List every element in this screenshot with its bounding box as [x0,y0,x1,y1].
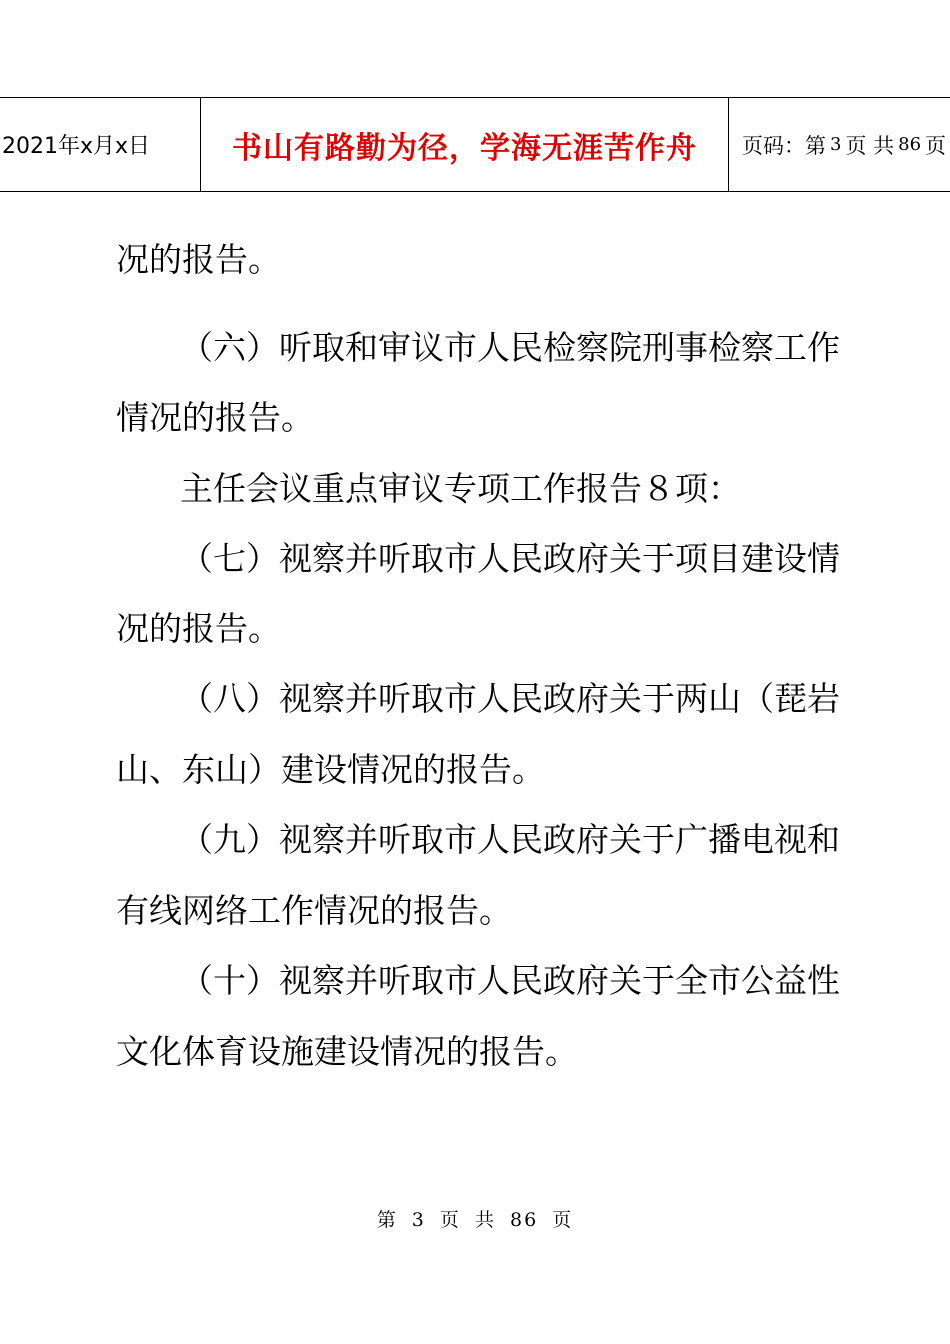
body-line: 文化体育设施建设情况的报告。 [116,1032,578,1071]
footer-suffix: 页 [552,1209,574,1231]
footer-prefix: 第 [376,1209,398,1231]
header-page-label-mid: 页 共 [845,133,895,158]
header-motto: 书山有路勤为径，学海无涯苦作舟 [201,98,729,191]
body-line: （六）听取和审议市人民检察院刑事检察工作 [180,328,840,367]
body-line: （八）视察并听取市人民政府关于两山（琵岩 [180,679,840,718]
footer-total-pages: 86 [510,1209,539,1231]
header-page-current: 3 [830,134,842,155]
header-date: 2021年x月x日 [0,98,201,191]
header-page-info [729,98,950,191]
body-line: （十）视察并听取市人民政府关于全市公益性 [180,961,840,1000]
footer-mid1: 页 [439,1209,461,1231]
body-line: （九）视察并听取市人民政府关于广播电视和 [180,820,840,859]
body-line: 况的报告。 [116,240,281,279]
page-header [0,97,950,192]
footer-current-page: 3 [411,1209,426,1231]
body-line: 情况的报告。 [116,398,314,437]
body-line: （七）视察并听取市人民政府关于项目建设情 [180,539,840,578]
header-page-label-suffix: 页 [925,133,947,158]
header-page-label-prefix: 页码：第 [742,133,826,158]
page-footer [0,1205,950,1232]
footer-mid2: 共 [474,1209,496,1231]
header-page-total: 86 [898,134,922,155]
body-line: 山、东山）建设情况的报告。 [116,750,545,789]
body-line: 况的报告。 [116,609,281,648]
body-line: 主任会议重点审议专项工作报告８项： [180,469,741,508]
body-line: 有线网络工作情况的报告。 [116,891,512,930]
